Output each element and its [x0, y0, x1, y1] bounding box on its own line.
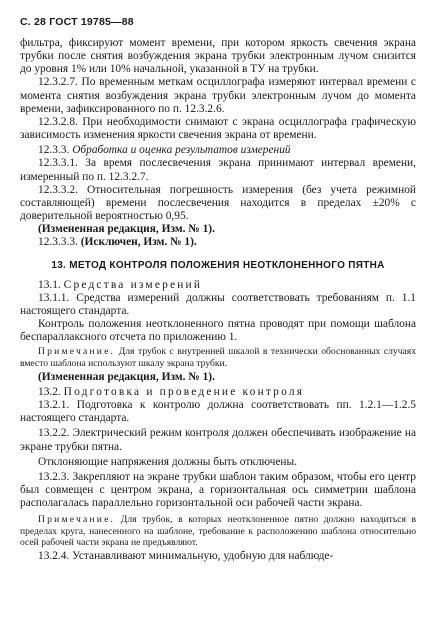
subsection-title: Средства измерений [63, 278, 203, 291]
paragraph-number: 12.3.3.3. [38, 236, 78, 249]
excluded-note: (Исключен, Изм. № 1). [80, 236, 197, 249]
note-label: Примечание. [38, 514, 116, 526]
page-header: С. 28 ГОСТ 19785—88 [20, 16, 134, 28]
subsection-13-1 [20, 279, 416, 292]
paragraph-13-2-1: 13.2.1. Подготовка к контролю должна соответствовать пп. 1.2.1—1.2.5 настоящего стандарта. [20, 399, 416, 425]
paragraph-12-3-2-8: 12.3.2.8. При необходимости снимают с экрана осциллографа графическую зависимость изменения яркости свечения экрана от времени. [20, 115, 416, 142]
note-text: Для трубок, в которых неотклоненное пятно должно находиться в пределах круга, нанесенного на шаблоне, требование к расположению шаблона относительно осей рабочей части экрана не предъявляют. [20, 514, 416, 548]
paragraph-12-3-3-1: 12.3.3.1. За время послесвечения экрана принимают интервал времени, измеренный по п. 12.3.2.7. [20, 157, 416, 183]
document-body [20, 37, 416, 563]
section-13-heading: 13. МЕТОД КОНТРОЛЯ ПОЛОЖЕНИЯ НЕОТКЛОНЕННОГО ПЯТНА [51, 259, 385, 271]
paragraph: фильтра, фиксируют момент времени, при котором яркость свечения экрана трубки после снятия возбуждения экрана трубки электронным лучом снизится до уровня 1% или 10% начальной, указанной в ТУ на трубки. [20, 37, 416, 76]
note-2 [20, 514, 416, 548]
paragraph-13-2-4: 13.2.4. Устанавливают минимальную, удобную для наблюде- [38, 550, 334, 563]
subsection-number: 12.3.3. [38, 144, 70, 157]
paragraph: Отклоняющие напряжения должны быть отключены. [38, 455, 297, 468]
subsection-12-3-3 [20, 144, 416, 157]
subsection-title: Обработка и оценка результатов измерений [72, 144, 291, 157]
paragraph-12-3-3-2: 12.3.3.2. Относительная погрешность измерения (без учета режимной составляющей) времени послесвечения находится в пределах ±20% с доверительной вероятностью 0,95. [20, 183, 416, 223]
amendment-note: (Измененная редакция, Изм. № 1). [38, 370, 215, 383]
paragraph-12-3-2-7: 12.3.2.7. По временным меткам осциллографа измеряют интервал времени с момента снятия возбуждения экрана трубки электронным лучом до момента времени, зафиксированного по п. 12.3.2.6. [20, 76, 416, 115]
note-label: Примечание. [38, 346, 116, 358]
paragraph-12-3-3-3 [20, 236, 416, 249]
paragraph: Контроль положения неотклоненного пятна проводят при помощи шаблона беспараллаксного отсчета по приложению 1. [20, 318, 416, 344]
note-1 [20, 346, 416, 368]
paragraph-13-1-1: 13.1.1. Средства измерений должны соответствовать требованиям п. 1.1 настоящего стандарта. [20, 291, 416, 317]
subsection-13-2 [20, 386, 416, 399]
amendment-note: (Измененная редакция, Изм. № 1). [38, 223, 215, 236]
note-text: Для трубок с внутренней шкалой в технически обоснованных случаях вместо шаблона используют шкалу экрана трубки. [20, 346, 416, 369]
paragraph-13-2-2: 13.2.2. Электрический режим контроля должен обеспечивать изображение на экране трубки пятна. [20, 427, 416, 453]
paragraph-13-2-3: 13.2.3. Закрепляют на экране трубки шаблон таким образом, чтобы его центр был совмещен с центром экрана, а горизонтальная ось симметрии шаблона располагалась параллельно горизонтальной оси рабочей части экрана. [20, 470, 416, 510]
subsection-number: 13.1. [38, 278, 61, 291]
subsection-number: 13.2. [38, 386, 61, 398]
subsection-title: Подготовка и проведение контроля [63, 386, 305, 398]
